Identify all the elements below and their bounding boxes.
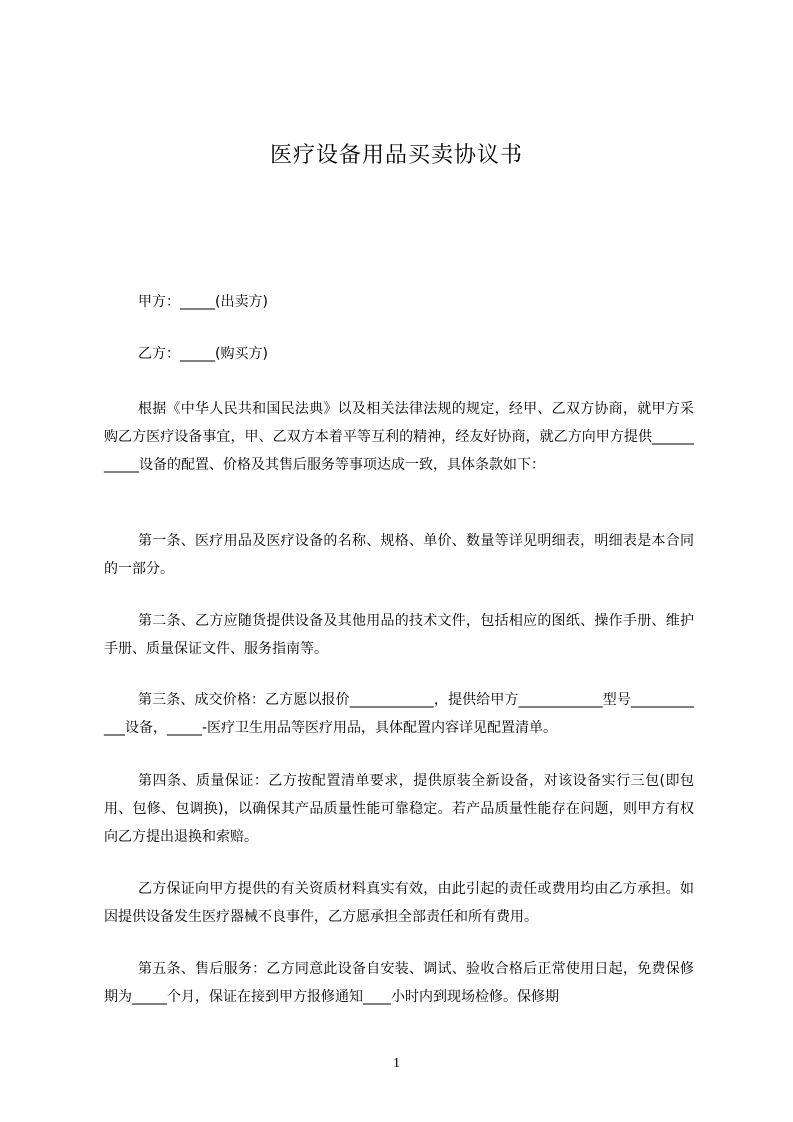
article-5-paragraph: 第五条、售后服务：乙方同意此设备自安装、调试、验收合格后正常使用日起，免费保修期为_____个月，保证在接到甲方报修通知____小时内到现场检修。保修期 — [104, 961, 694, 1005]
party-a-line: 甲方：_____(出卖方) — [138, 294, 268, 310]
page-number: 1 — [393, 1056, 400, 1071]
guarantee-paragraph: 乙方保证向甲方提供的有关资质材料真实有效，由此引起的责任或费用均由乙方承担。如因提供设备发生医疗器械不良事件，乙方愿承担全部责任和所有费用。 — [104, 881, 694, 925]
article-2-paragraph: 第二条、乙方应随货提供设备及其他用品的技术文件，包括相应的图纸、操作手册、维护手册、质量保证文件、服务指南等。 — [104, 613, 694, 657]
party-b-line: 乙方：_____(购买方) — [138, 346, 268, 362]
article-3-paragraph: 第三条、成交价格：乙方愿以报价____________，提供给甲方____________型号____________设备，_____-医疗卫生用品等医疗用品，具体配置内容详见配置清单。 — [104, 692, 694, 736]
preamble-paragraph: 根据《中华人民共和国民法典》以及相关法律法规的规定，经甲、乙双方协商，就甲方采购乙方医疗设备事宜，甲、乙双方本着平等互利的精神，经友好协商，就乙方向甲方提供___________设备的配置、价格及其售后服务等事项达成一致，具体条款如下： — [104, 401, 694, 473]
document-title: 医疗设备用品买卖协议书 — [269, 143, 523, 168]
article-1-paragraph: 第一条、医疗用品及医疗设备的名称、规格、单价、数量等详见明细表，明细表是本合同的一部分。 — [104, 533, 694, 577]
article-4-paragraph: 第四条、质量保证：乙方按配置清单要求，提供原装全新设备，对该设备实行三包(即包用、包修、包调换)，以确保其产品质量性能可靠稳定。若产品质量性能存在问题，则甲方有权向乙方提出退换和索赔。 — [104, 773, 694, 845]
